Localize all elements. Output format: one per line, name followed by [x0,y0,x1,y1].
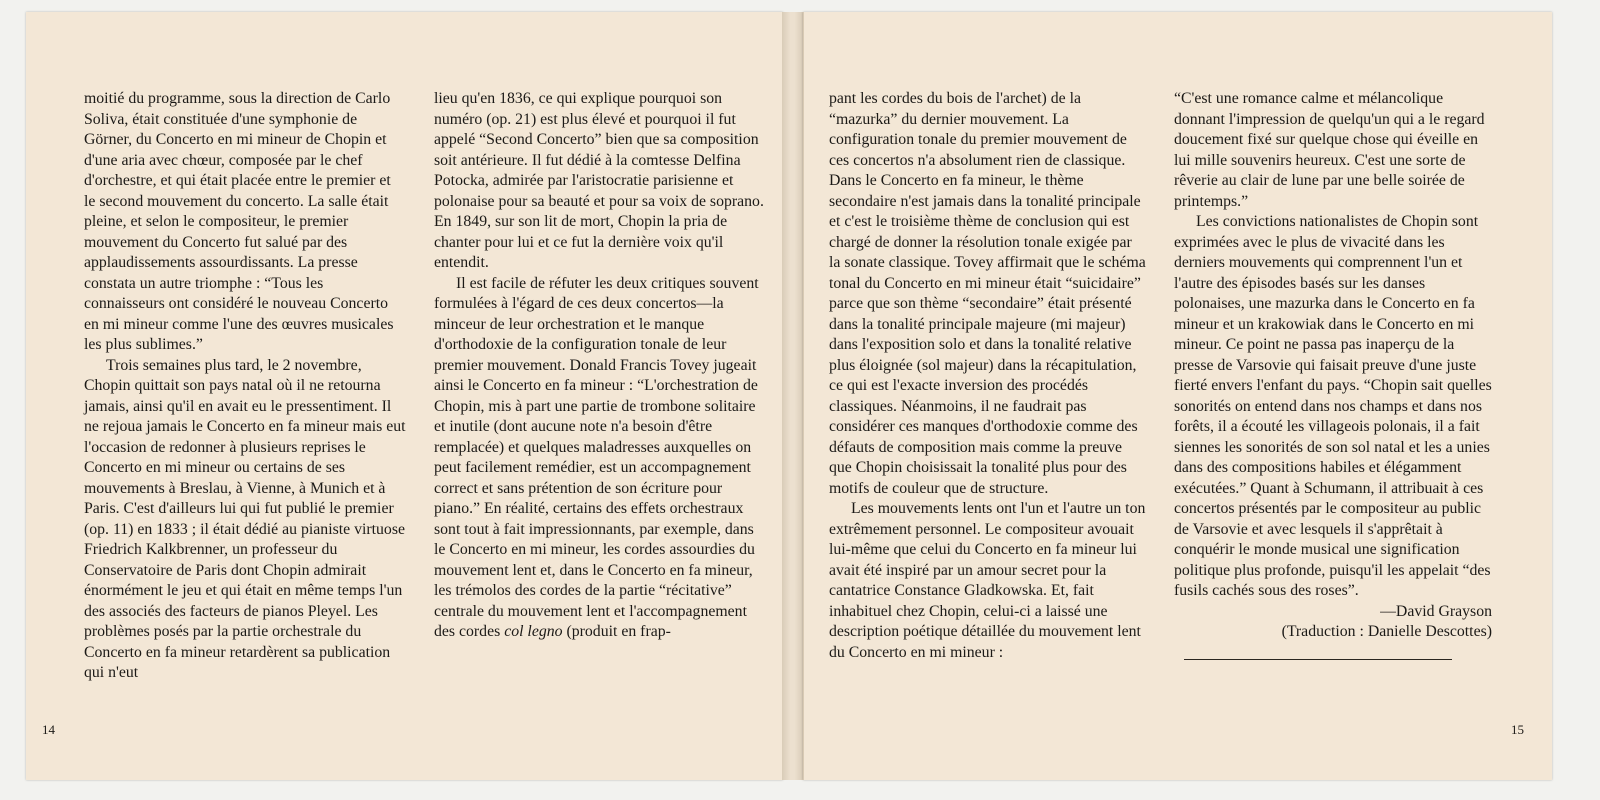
paragraph: pant les cordes du bois de l'archet) de la “mazurka” du dernier mouvement. La configuration tonale du premier mouvement de ces concertos n'a absolument rien de classique. Dans le Concerto en fa mineur, le thème secondaire n'est jamais dans la tonalité principale et c'est le troisième thème de conclusion qui est chargé de donner la résolution tonale exigée par la sonate classique. Tovey affirmait que le schéma tonal du Concerto en mi mineur était “suicidaire” parce que son thème “secondaire” était présenté dans la tonalité principale majeure (mi majeur) dans l'exposition solo et dans la tonalité relative plus éloignée (sol majeur) dans la récapitulation, ce qui est l'exacte inversion des procédés classiques. Néanmoins, il ne faudrait pas considérer ces manques d'orthodoxie comme des défauts de composition mais comme la preuve que Chopin choisissait la tonalité plus pour des motifs de couleur que de structure. [829,90,1146,497]
page-number-left: 14 [42,722,55,737]
author-signature: —David Grayson [1380,602,1492,620]
paragraph: lieu qu'en 1836, ce qui explique pourquoi son numéro (op. 21) est plus élevé et pourquoi il fut appelé “Second Concerto” bien que sa composition soit antérieure. Il fut dédié à la comtesse Delfina Potocka, admirée par l'aristocratie parisienne et polonaise pour sa beauté et pour sa voix de soprano. En 1849, sur son lit de mort, Chopin la pria de chanter pour lui et ce fut la dernière voix qu'il entendit. [434,90,764,271]
page-number-right: 15 [1511,722,1524,737]
closing-rule [1184,659,1452,660]
paragraph-text: (produit en frap- [562,623,671,640]
column-2 [434,89,764,643]
quotation: “C'est une romance calme et mélancolique donnant l'impression de quelqu'un qui a le regard doucement fixé sur quelque chose qui éveille en lui mille souvenirs heureux. C'est une sorte de rêverie au clair de lune par une belle soirée de printemps.” [1174,90,1485,210]
translator-credit: (Traduction : Danielle Descottes) [1281,623,1492,640]
paragraph-text: Il est facile de réfuter les deux critiques souvent formulées à l'égard de ces deux concertos—la minceur de leur orchestration et le manque d'orthodoxie de la configuration tonale de leur premier mouvement. Donald Francis Tovey jugeait ainsi le Concerto en fa mineur : “L'orchestration de Chopin, mis à part une partie de trombone solitaire et inutile (dont aucune note n'a besoin d'être remplacée) et quelques maladresses auxquelles on peut facilement remédier, est un accompagnement correct et sans prétention de son écriture pour piano.” En réalité, certains des effets orchestraux sont tout à fait impressionnants, par exemple, dans le Concerto en mi mineur, les cordes assourdies du mouvement lent et, dans le Concerto en fa mineur, les trémolos des cordes de la partie “récitative” centrale du mouvement lent et l'accompagnement des cordes [434,274,759,640]
column-3 [829,89,1147,663]
paragraph: Les mouvements lents ont l'un et l'autre un ton extrêmement personnel. Le compositeur avouait lui-même que celui du Concerto en fa mineur lui avait été inspiré par un amour secret pour la cantatrice Constance Gladkowska. Et, fait inhabituel chez Chopin, celui-ci a laissé une description poétique détaillée du mouvement lent du Concerto en mi mineur : [829,500,1146,661]
paragraph: moitié du programme, sous la direction de Carlo Soliva, était constituée d'une symphonie de Görner, du Concerto en mi mineur de Chopin et d'une aria avec chœur, composée par le chef d'orchestre, et qui était placée entre le premier et le second mouvement du concerto. La salle était pleine, et selon le compositeur, le premier mouvement du Concerto fut salué par des applaudissements assourdissants. La presse constata un autre triomphe : “Tous les connaisseurs ont considéré le nouveau Concerto en mi mineur comme l'une des œuvres musicales les plus sublimes.” [84,90,394,353]
paragraph: Les convictions nationalistes de Chopin sont exprimées avec le plus de vivacité dans les derniers mouvements qui comprennent l'un et l'autre des épisodes basés sur les danses polonaises, une mazurka dans le Concerto en fa mineur et un krakowiak dans le Concerto en mi mineur. Ce point ne passa pas inaperçu de la presse de Varsovie qui faisait preuve d'une juste fierté envers l'enfant du pays. “Chopin sait quelles sonorités on entend dans nos champs et dans nos forêts, il a écouté les villageois polonais, il a fait siennes les sonorités de son sol natal et les a unies dans des compositions habiles et élégamment exécutées.” Quant à Schumann, il attribuait à ces concertos présentés par le compositeur au public de Varsovie et avec lesquels il s'apprêtait à conquérir le monde musical une signification politique plus profonde, puisqu'il les appelait “des fusils cachés sous des roses”. [1174,213,1492,599]
left-page [26,12,783,780]
paragraph: Trois semaines plus tard, le 2 novembre, Chopin quittait son pays natal où il ne retourna jamais, ainsi qu'il en avait eu le pressentiment. Il ne rejoua jamais le Concerto en fa mineur mais eut l'occasion de redonner à plusieurs reprises le Concerto en mi mineur ou certains de ses mouvements à Breslau, à Vienne, à Munich et à Paris. C'est d'ailleurs lui qui fut publié le premier (op. 11) en 1833 ; il était dédié au pianiste virtuose Friedrich Kalkbrenner, un professeur du Conservatoire de Paris dont Chopin admirait énormément le jeu et qui était en même temps l'un des associés des facteurs de pianos Pleyel. Les problèmes posés par la partie orchestrale du Concerto en fa mineur retardèrent sa publication qui n'eut [84,356,406,681]
book-gutter [782,12,803,780]
paragraph [434,274,764,643]
italic-term: col legno [504,623,563,640]
column-4 [1174,89,1496,660]
right-page [803,12,1552,780]
column-1 [84,89,406,684]
